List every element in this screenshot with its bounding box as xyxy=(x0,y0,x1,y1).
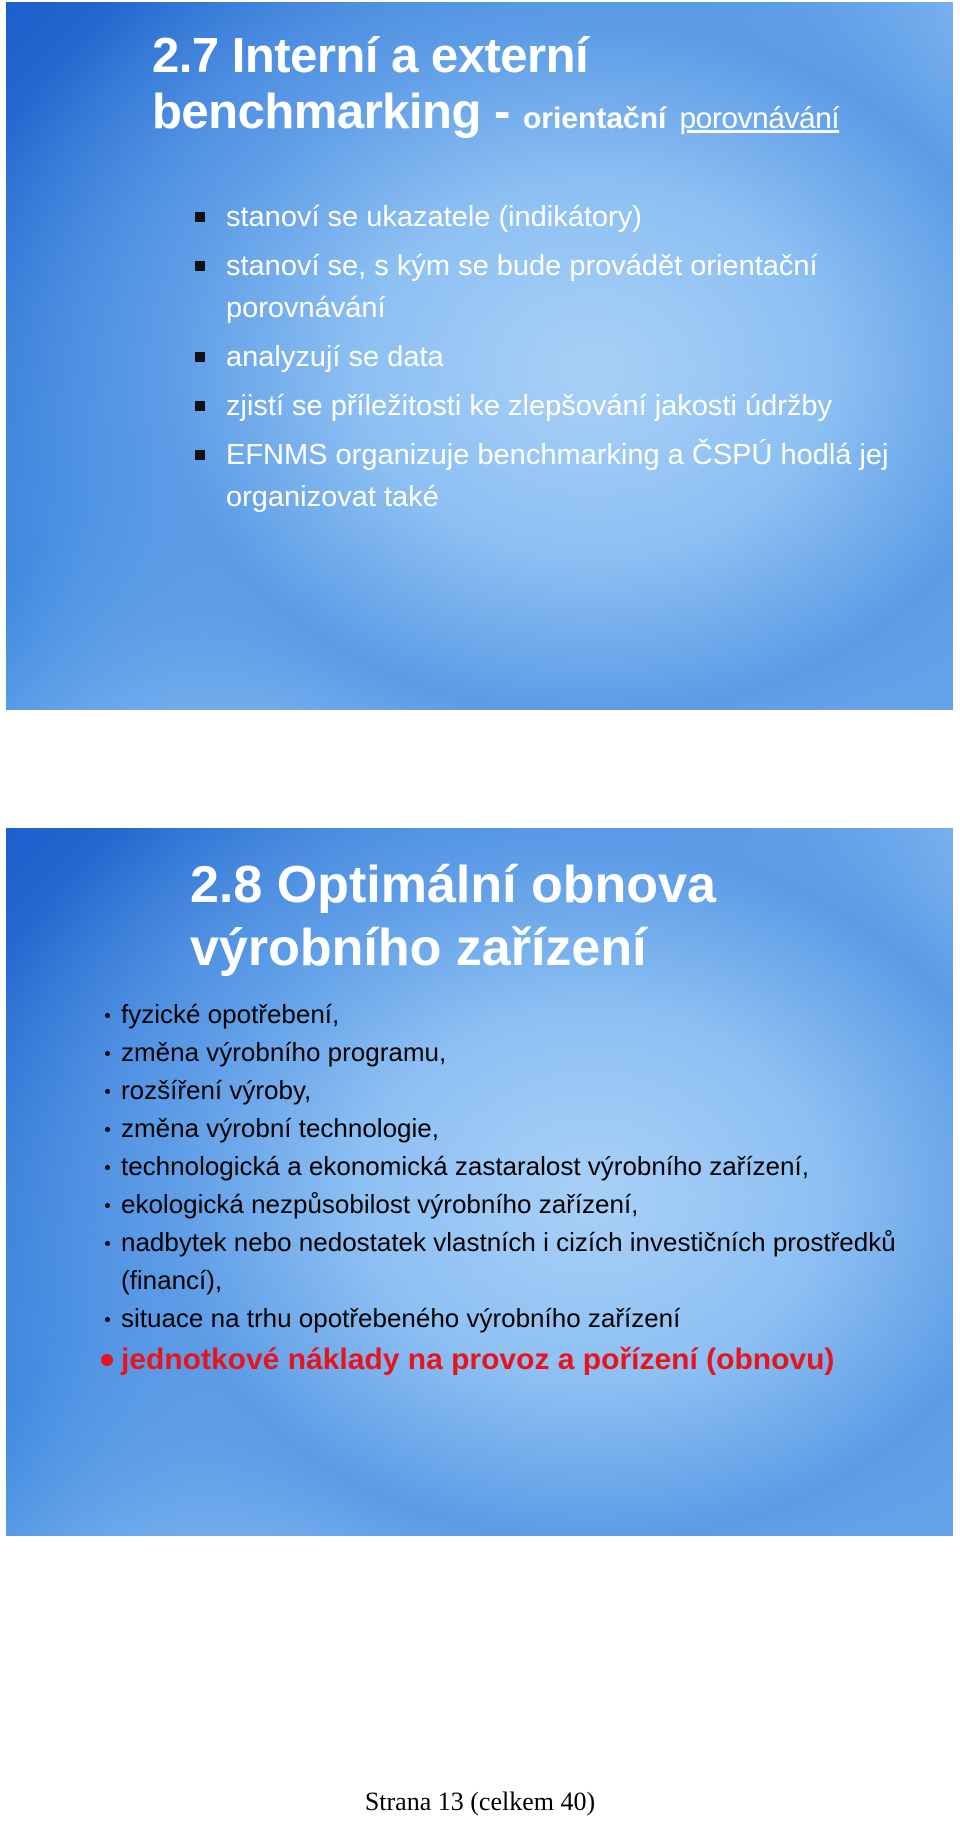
title-subtitle-underlined: porovnávání xyxy=(679,102,840,135)
square-bullet-icon xyxy=(195,450,205,460)
list-item: EFNMS organizuje benchmarking a ČSPÚ hodlá jej organizovat také xyxy=(226,434,946,518)
list-item: změna výrobní technologie, xyxy=(121,1109,941,1147)
title-line-2: výrobního zařízení xyxy=(190,919,647,977)
square-bullet-icon xyxy=(195,352,205,362)
slide-title xyxy=(152,28,839,147)
bullet-list xyxy=(121,995,941,1381)
list-item: stanoví se, s kým se bude provádět orientační porovnávání xyxy=(226,245,946,329)
square-bullet-icon xyxy=(195,401,205,411)
title-line-1: 2.8 Optimální obnova xyxy=(190,856,716,914)
list-item: zjistí se příležitosti ke zlepšování jakosti údržby xyxy=(226,385,946,427)
list-item: změna výrobního programu, xyxy=(121,1033,941,1071)
list-item: technologická a ekonomická zastaralost výrobního zařízení, xyxy=(121,1147,941,1185)
list-item: rozšíření výroby, xyxy=(121,1071,941,1109)
slide-title xyxy=(190,854,716,980)
list-item: ekologická nezpůsobilost výrobního zařízení, xyxy=(121,1185,941,1223)
red-dot-bullet-icon xyxy=(101,1354,113,1366)
title-line-2: benchmarking - xyxy=(152,85,510,139)
dot-bullet-icon xyxy=(105,1203,110,1208)
dot-bullet-icon xyxy=(105,1089,110,1094)
dot-bullet-icon xyxy=(105,1013,110,1018)
list-item: analyzují se data xyxy=(226,336,946,378)
title-line-1: 2.7 Interní a externí xyxy=(152,29,589,83)
page-footer: Strana 13 (celkem 40) xyxy=(364,1787,596,1816)
list-item: fyzické opotřebení, xyxy=(121,995,941,1033)
slide-2-8 xyxy=(6,828,953,1536)
bullet-list xyxy=(226,196,946,525)
square-bullet-icon xyxy=(195,212,205,222)
dot-bullet-icon xyxy=(105,1241,110,1246)
title-subtitle: orientační xyxy=(522,102,667,135)
dot-bullet-icon xyxy=(105,1317,110,1322)
dot-bullet-icon xyxy=(105,1051,110,1056)
list-item: nadbytek nebo nedostatek vlastních i cizích investičních prostředků (financí), xyxy=(121,1223,941,1299)
dot-bullet-icon xyxy=(105,1165,110,1170)
slide-2-7 xyxy=(6,2,953,710)
highlighted-list-item: jednotkové náklady na provoz a pořízení (obnovu) xyxy=(121,1339,941,1381)
dot-bullet-icon xyxy=(105,1127,110,1132)
list-item: situace na trhu opotřebeného výrobního zařízení xyxy=(121,1299,941,1337)
list-item: stanoví se ukazatele (indikátory) xyxy=(226,196,946,238)
square-bullet-icon xyxy=(195,261,205,271)
